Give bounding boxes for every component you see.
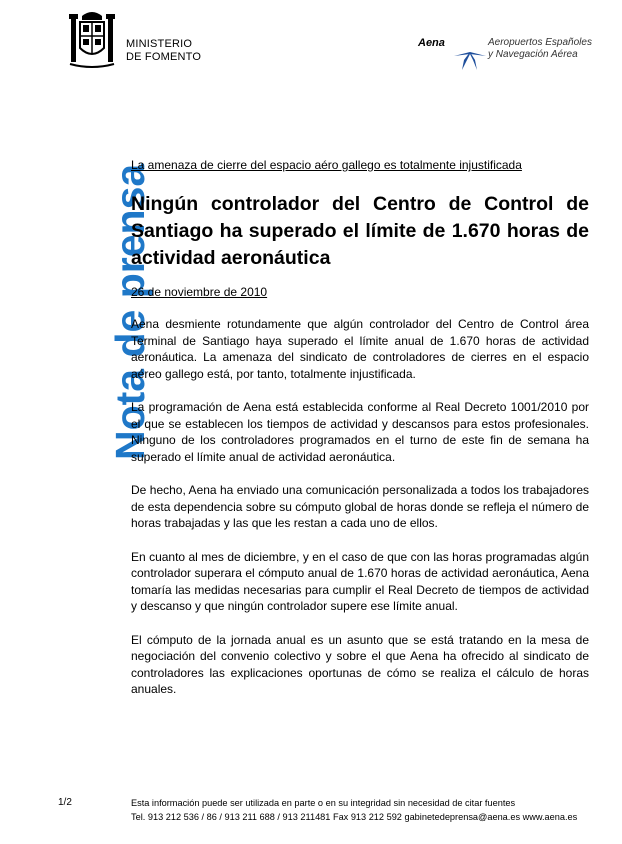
aena-description xyxy=(488,37,592,61)
page-number: 1/2 xyxy=(58,797,72,808)
aena-desc-line-2: y Navegación Aérea xyxy=(488,49,578,60)
article-paragraph: Aena desmiente rotundamente que algún controlador del Centro de Control área Terminal de Santiago haya superado el límite anual de 1.670 horas de actividad aeronáutica. La amenaza del sindicato de controladores de cierres en el espacio aéreo gallego está, por tanto, totalmente injustificada. xyxy=(131,317,589,381)
article-paragraph: La programación de Aena está establecida conforme al Real Decreto 1001/2010 por el que se establecen los tiempos de actividad y descansos para estos profesionales. Ninguno de los controladores programados en el turno de este fin de semana ha superado el límite anual de actividad aeronáutica. xyxy=(131,400,589,464)
aena-desc-line-1: Aeropuertos Españoles xyxy=(488,37,592,48)
aena-plane-icon xyxy=(450,30,490,72)
footer-line-1: Esta información puede ser utilizada en parte o en su integridad sin necesidad de citar fuentes xyxy=(131,798,516,808)
footer-contact-line: Tel. 913 212 536 / 86 / 913 211 688 / 913 211481 Fax 913 212 592 gabinetedeprensa@aena.es www.aena.es xyxy=(131,812,578,822)
article-paragraph: El cómputo de la jornada anual es un asunto que se está tratando en la mesa de negociación del convenio colectivo y sobre el que Aena ha ofrecido al sindicato de controladores las explicaciones oportunas de cómo se realiza el cálculo de horas anuales. xyxy=(131,632,589,696)
ministry-name xyxy=(126,38,201,64)
ministry-line-1: MINISTERIO xyxy=(126,38,193,50)
aena-brand: Aena xyxy=(418,37,445,49)
article xyxy=(131,158,589,715)
article-paragraph: De hecho, Aena ha enviado una comunicación personalizada a todos los trabajadores de esta dependencia sobre su cómputo global de horas donde se refleja el número de horas trabajadas y las que les restan a cada uno de ellos. xyxy=(131,483,589,530)
article-paragraph: En cuanto al mes de diciembre, y en el caso de que con las horas programadas algún controlador superara el cómputo anual de 1.670 horas de actividad aeronáutica, Aena tomaría las medidas necesarias para cumplir el Real Decreto de tiempos de actividad y descanso y que ningún controlador supere ese límite anual. xyxy=(131,549,589,613)
article-subtitle: La amenaza de cierre del espacio aéro gallego es totalmente injustificada xyxy=(131,158,522,172)
article-date: 26 de noviembre de 2010 xyxy=(131,285,268,299)
footer xyxy=(131,796,601,824)
ministry-line-2: DE FOMENTO xyxy=(126,51,202,63)
side-label: Nota de prensa xyxy=(107,163,153,460)
coat-of-arms-icon xyxy=(68,8,116,70)
side-label-container xyxy=(58,160,153,460)
ministry-logo xyxy=(68,8,248,70)
article-headline: Ningún controlador del Centro de Control de Santiago ha superado el límite de 1.670 horas de actividad aeronáutica xyxy=(131,193,589,269)
aena-logo xyxy=(418,30,618,75)
